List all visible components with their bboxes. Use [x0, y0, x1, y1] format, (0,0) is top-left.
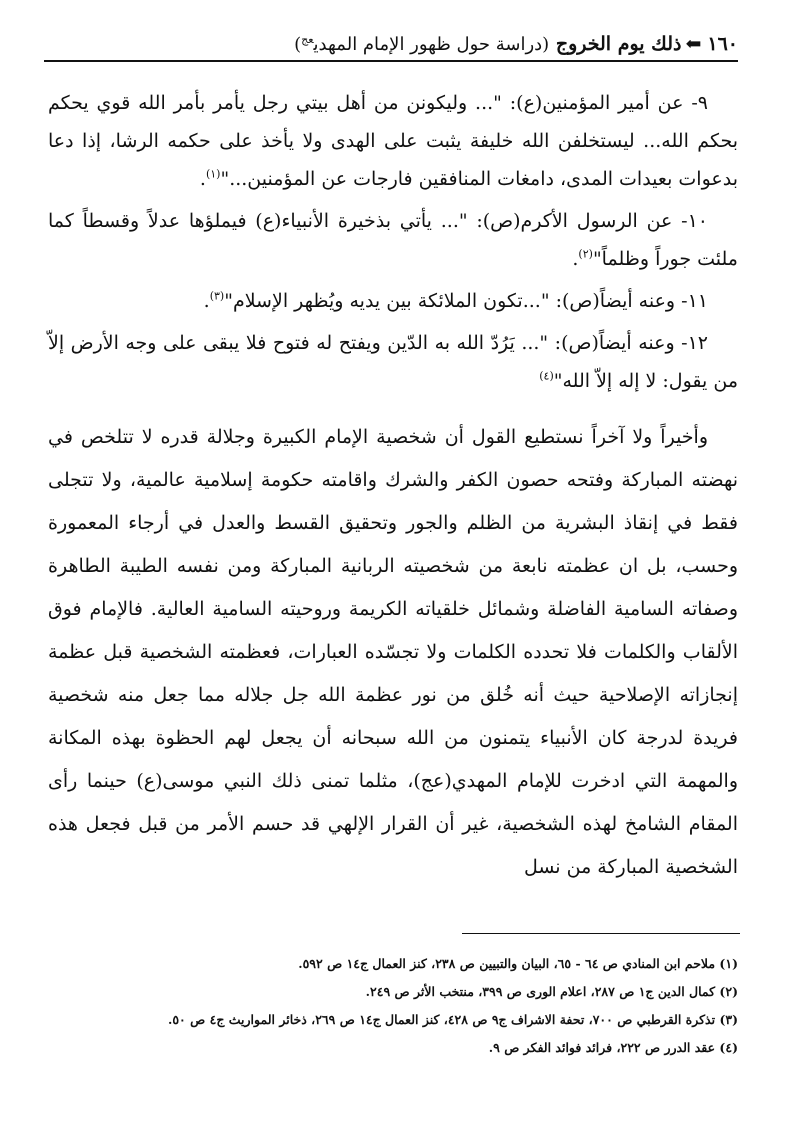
footnote-ref: (٣): [209, 289, 225, 303]
main-text: [48, 84, 738, 889]
page-number: ١٦٠: [707, 33, 738, 55]
footnote-ref: (١): [205, 167, 221, 181]
item-number: ١٢-: [681, 332, 708, 354]
hadith-item-10: ١٠- عن الرسول الأكرم(ص): "... يأتي بذخيرة الأنبياء(ع) فيملؤها عدلاً وقسطاً كما ملئت جوراً وظلماً"$^{(٢)}$.: [48, 210, 738, 270]
item-number: ١١-: [681, 290, 708, 312]
item-number: ٩-: [691, 92, 708, 114]
footnote-ref: (٢): [578, 247, 593, 261]
item-text: عن أمير المؤمنين(ع): "... وليكونن من أهل بيتي رجل يأمر بأمر الله قوي يحكم بحكم الله... ليستخلفن الله خليفة يثبت على الهدى ولا يأخذ على حكمه الرشا، إذا دعا بدعوات بعيدات المدى، دامغات المنافقين فارجات عن المؤمنين...": [48, 92, 738, 190]
arrow-icon: ⬅: [685, 33, 702, 55]
item-text: عن الرسول الأكرم(ص): "... يأتي بذخيرة الأنبياء(ع) فيملؤها عدلاً وقسطاً كما ملئت جوراً وظلماً": [48, 210, 738, 270]
footnote-ref: (٤): [539, 369, 554, 383]
footnote-3: (٣) تذكرة القرطبي ص ٧٠٠، تحفة الاشراف ج٩ ص ٤٢٨، كنز العمال ج١٤ ص ٢٦٩، ذخائر المواريث ج٤ ص ٥٠.: [167, 1012, 738, 1027]
hadith-item-12: [48, 324, 738, 400]
footnote-1: (١) ملاحم ابن المنادي ص ٦٤ - ٦٥، البيان والتبيين ص ٢٣٨، كنز العمال ج١٤ ص ٥٩٢.: [298, 956, 738, 971]
item-number: ١٠-: [681, 210, 708, 232]
footnote-4: (٤) عقد الدرر ص ٢٢٢، فرائد فوائد الفكر ص ٩.: [488, 1040, 738, 1055]
item-text: وعنه أيضاً(ص): "...تكون الملائكة بين يديه ويُظهر الإسلام": [224, 290, 676, 312]
book-title: ذلك يوم الخروج: [555, 33, 682, 55]
body-paragraph: وأخيراً ولا آخراً نستطيع القول أن شخصية الإمام الكبيرة وجلالة قدره لا تتلخص في نهضته المباركة وفتحه حصون الكفر والشرك واقامته حكومة إسلامية عالمية، ولا تتجلى فقط في إنقاذ البشرية من الظلم والجور وتحقيق القسط والعدل في أرجاء المعمورة وحسب، بل ان عظمته نابعة من شخصيته الربانية المباركة ومن نفسه الطيبة الطاهرة وصفاته السامية الفاضلة وشمائل خلقياته الكريمة وروحيته السامية العالية. فالإمام فوق الألقاب والكلمات فلا تحدده الكلمات ولا تجسّده العبارات، فعظمته الشخصية قبل عظمة إنجازاته الإصلاحية حيث أنه خُلق من نور عظمة الله جل جلاله مما جعل منه شخصية فريدة لدرجة كان الأنبياء يتمنون من الله سبحانه أن يجعل لهم الحظوة بهذه المكانة والمهمة التي ادخرت للإمام المهدي(عج)، مثلما تمنى ذلك النبي موسى(ع) حينما رأى المقام الشامخ لهذه الشخصية، غير أن القرار الإلهي قد حسم الأمر من قبل فجعل هذه الشخصية المباركة من نسل: [48, 426, 738, 878]
running-header: [44, 28, 738, 62]
footnote-2: (٢) كمال الدين ج١ ص ٢٨٧، اعلام الورى ص ٣٩٩، منتخب الأثر ص ٢٤٩.: [365, 984, 738, 999]
subtitle-mark: عج: [301, 33, 314, 46]
hadith-item-9: ٩- عن أمير المؤمنين(ع): "... وليكونن من أهل بيتي رجل يأمر بأمر الله قوي يحكم بحكم الله... ليستخلفن الله خليفة يثبت على الهدى ولا يأخذ على حكمه الرشا، إذا دعا بدعوات بعيدات المدى، دامغات المنافقين فارجات عن المؤمنين..."$^{(١)}$.: [48, 92, 738, 190]
hadith-item-11: ١١- وعنه أيضاً(ص): "...تكون الملائكة بين يديه ويُظهر الإسلام"$^{(٣)}$.: [203, 289, 708, 312]
item-text: وعنه أيضاً(ص): "... يَرُدّ الله به الدّين ويفتح له فتوح فلا يبقى على وجه الأرض إلاّ من يقول: لا إله إلاّ الله": [48, 332, 738, 392]
book-subtitle: (دراسة حول ظهور الإمام المهدي$^{عج}$): [294, 33, 550, 55]
footnotes: [48, 950, 738, 1062]
footnote-divider: [462, 933, 740, 934]
